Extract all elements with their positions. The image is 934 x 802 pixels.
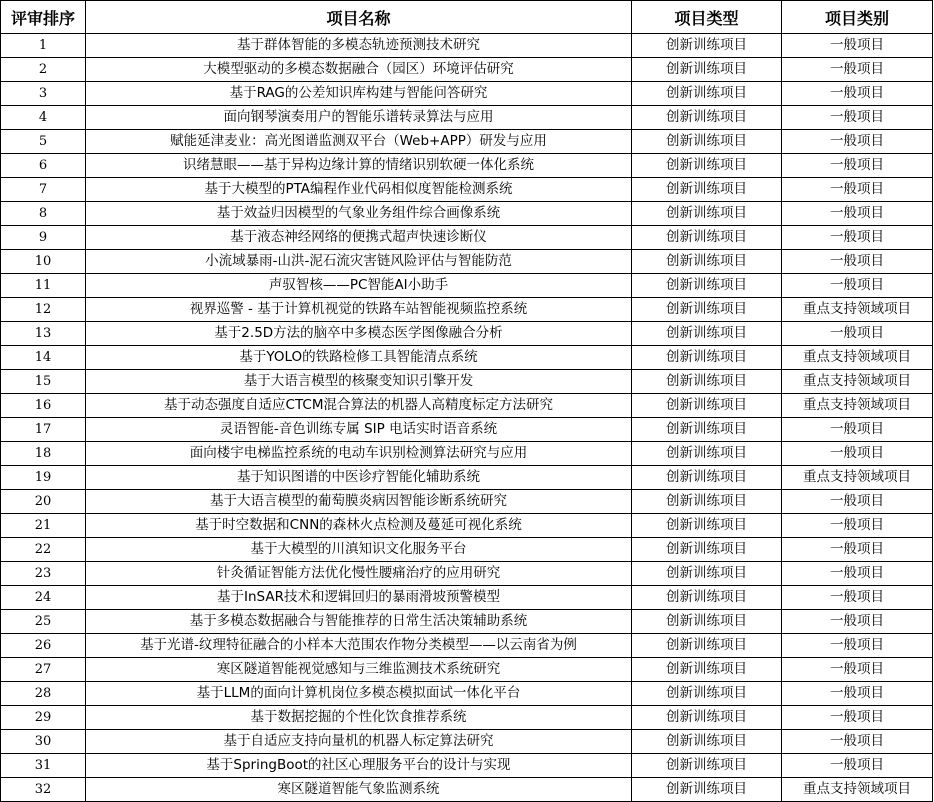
project-type-cell: 创新训练项目	[632, 58, 782, 82]
project-category-cell: 一般项目	[782, 58, 933, 82]
project-category-cell: 一般项目	[782, 634, 933, 658]
table-row	[1, 514, 933, 538]
project-type-cell: 创新训练项目	[632, 346, 782, 370]
table-row	[1, 778, 933, 802]
project-category-cell: 重点支持领域项目	[782, 346, 933, 370]
project-type-cell: 创新训练项目	[632, 82, 782, 106]
rank-cell: 26	[1, 634, 86, 658]
rank-cell: 21	[1, 514, 86, 538]
project-category-cell: 一般项目	[782, 226, 933, 250]
project-category-cell: 一般项目	[782, 154, 933, 178]
project-name-cell: 面向钢琴演奏用户的智能乐谱转录算法与应用	[86, 106, 632, 130]
header-rank: 评审排序	[1, 1, 86, 34]
rank-cell: 11	[1, 274, 86, 298]
rank-cell: 3	[1, 82, 86, 106]
table-row	[1, 658, 933, 682]
rank-cell: 30	[1, 730, 86, 754]
project-type-cell: 创新训练项目	[632, 610, 782, 634]
project-type-cell: 创新训练项目	[632, 634, 782, 658]
project-name-cell: 基于RAG的公差知识库构建与智能问答研究	[86, 82, 632, 106]
project-type-cell: 创新训练项目	[632, 730, 782, 754]
table-row	[1, 346, 933, 370]
project-type-cell: 创新训练项目	[632, 442, 782, 466]
rank-cell: 25	[1, 610, 86, 634]
project-category-cell: 一般项目	[782, 442, 933, 466]
table-row	[1, 130, 933, 154]
rank-cell: 12	[1, 298, 86, 322]
table-row	[1, 82, 933, 106]
rank-cell: 29	[1, 706, 86, 730]
project-name-cell: 基于YOLO的铁路检修工具智能清点系统	[86, 346, 632, 370]
project-type-cell: 创新训练项目	[632, 466, 782, 490]
project-name-cell: 寒区隧道智能视觉感知与三维监测技术系统研究	[86, 658, 632, 682]
project-type-cell: 创新训练项目	[632, 586, 782, 610]
project-name-cell: 基于液态神经网络的便携式超声快速诊断仪	[86, 226, 632, 250]
project-category-cell: 一般项目	[782, 514, 933, 538]
project-category-cell: 一般项目	[782, 418, 933, 442]
project-type-cell: 创新训练项目	[632, 514, 782, 538]
table-row	[1, 490, 933, 514]
table-row	[1, 202, 933, 226]
project-category-cell: 一般项目	[782, 130, 933, 154]
project-name-cell: 基于大语言模型的葡萄膜炎病因智能诊断系统研究	[86, 490, 632, 514]
rank-cell: 32	[1, 778, 86, 802]
rank-cell: 17	[1, 418, 86, 442]
project-name-cell: 基于效益归因模型的气象业务组件综合画像系统	[86, 202, 632, 226]
project-category-cell: 重点支持领域项目	[782, 370, 933, 394]
project-name-cell: 基于InSAR技术和逻辑回归的暴雨滑坡预警模型	[86, 586, 632, 610]
project-name-cell: 基于2.5D方法的脑卒中多模态医学图像融合分析	[86, 322, 632, 346]
project-category-cell: 一般项目	[782, 82, 933, 106]
project-name-cell: 基于知识图谱的中医诊疗智能化辅助系统	[86, 466, 632, 490]
project-name-cell: 赋能延津麦业：高光图谱监测双平台（Web+APP）研发与应用	[86, 130, 632, 154]
project-name-cell: 基于大模型的川滇知识文化服务平台	[86, 538, 632, 562]
rank-cell: 4	[1, 106, 86, 130]
project-type-cell: 创新训练项目	[632, 490, 782, 514]
rank-cell: 6	[1, 154, 86, 178]
table-row	[1, 322, 933, 346]
project-category-cell: 一般项目	[782, 202, 933, 226]
project-category-cell: 一般项目	[782, 562, 933, 586]
project-name-cell: 基于光谱-纹理特征融合的小样本大范围农作物分类模型——以云南省为例	[86, 634, 632, 658]
rank-cell: 19	[1, 466, 86, 490]
rank-cell: 5	[1, 130, 86, 154]
table-row	[1, 58, 933, 82]
project-type-cell: 创新训练项目	[632, 322, 782, 346]
rank-cell: 16	[1, 394, 86, 418]
project-type-cell: 创新训练项目	[632, 562, 782, 586]
rank-cell: 14	[1, 346, 86, 370]
header-project-name: 项目名称	[86, 1, 632, 34]
table-header	[1, 1, 933, 34]
table-row	[1, 154, 933, 178]
rank-cell: 24	[1, 586, 86, 610]
project-name-cell: 小流域暴雨-山洪-泥石流灾害链风险评估与智能防范	[86, 250, 632, 274]
project-category-cell: 一般项目	[782, 490, 933, 514]
project-category-cell: 一般项目	[782, 682, 933, 706]
table-row	[1, 106, 933, 130]
table-row	[1, 538, 933, 562]
rank-cell: 23	[1, 562, 86, 586]
header-row	[1, 1, 933, 34]
project-type-cell: 创新训练项目	[632, 538, 782, 562]
project-name-cell: 寒区隧道智能气象监测系统	[86, 778, 632, 802]
rank-cell: 2	[1, 58, 86, 82]
table-row	[1, 730, 933, 754]
table-row	[1, 634, 933, 658]
rank-cell: 31	[1, 754, 86, 778]
project-category-cell: 一般项目	[782, 538, 933, 562]
project-type-cell: 创新训练项目	[632, 706, 782, 730]
table-row	[1, 370, 933, 394]
project-name-cell: 面向楼宇电梯监控系统的电动车识别检测算法研究与应用	[86, 442, 632, 466]
table-row	[1, 34, 933, 58]
project-type-cell: 创新训练项目	[632, 130, 782, 154]
project-name-cell: 基于SpringBoot的社区心理服务平台的设计与实现	[86, 754, 632, 778]
table-row	[1, 586, 933, 610]
project-category-cell: 一般项目	[782, 586, 933, 610]
table-row	[1, 442, 933, 466]
project-name-cell: 基于多模态数据融合与智能推荐的日常生活决策辅助系统	[86, 610, 632, 634]
rank-cell: 13	[1, 322, 86, 346]
project-type-cell: 创新训练项目	[632, 274, 782, 298]
table-row	[1, 682, 933, 706]
project-category-cell: 一般项目	[782, 706, 933, 730]
table-row	[1, 610, 933, 634]
project-category-cell: 一般项目	[782, 658, 933, 682]
project-name-cell: 基于自适应支持向量机的机器人标定算法研究	[86, 730, 632, 754]
project-category-cell: 一般项目	[782, 730, 933, 754]
project-name-cell: 基于动态强度自适应CTCM混合算法的机器人高精度标定方法研究	[86, 394, 632, 418]
table-body	[1, 34, 933, 802]
table-row	[1, 298, 933, 322]
table-row	[1, 466, 933, 490]
rank-cell: 27	[1, 658, 86, 682]
rank-cell: 1	[1, 34, 86, 58]
project-category-cell: 重点支持领域项目	[782, 394, 933, 418]
project-type-cell: 创新训练项目	[632, 778, 782, 802]
project-type-cell: 创新训练项目	[632, 154, 782, 178]
rank-cell: 7	[1, 178, 86, 202]
project-name-cell: 基于群体智能的多模态轨迹预测技术研究	[86, 34, 632, 58]
project-name-cell: 基于LLM的面向计算机岗位多模态模拟面试一体化平台	[86, 682, 632, 706]
project-category-cell: 一般项目	[782, 274, 933, 298]
project-category-cell: 一般项目	[782, 250, 933, 274]
header-project-type: 项目类型	[632, 1, 782, 34]
table-row	[1, 562, 933, 586]
project-name-cell: 基于大语言模型的核聚变知识引擎开发	[86, 370, 632, 394]
project-type-cell: 创新训练项目	[632, 34, 782, 58]
project-category-cell: 重点支持领域项目	[782, 466, 933, 490]
header-project-category: 项目类别	[782, 1, 933, 34]
project-name-cell: 声驭智核——PC智能AI小助手	[86, 274, 632, 298]
project-name-cell: 灵语智能-音色训练专属 SIP 电话实时语音系统	[86, 418, 632, 442]
project-name-cell: 基于时空数据和CNN的森林火点检测及蔓延可视化系统	[86, 514, 632, 538]
rank-cell: 22	[1, 538, 86, 562]
rank-cell: 9	[1, 226, 86, 250]
project-type-cell: 创新训练项目	[632, 754, 782, 778]
project-category-cell: 重点支持领域项目	[782, 298, 933, 322]
project-name-cell: 基于大模型的PTA编程作业代码相似度智能检测系统	[86, 178, 632, 202]
project-category-cell: 一般项目	[782, 178, 933, 202]
table-row	[1, 274, 933, 298]
project-name-cell: 基于数据挖掘的个性化饮食推荐系统	[86, 706, 632, 730]
rank-cell: 15	[1, 370, 86, 394]
table-row	[1, 226, 933, 250]
project-category-cell: 一般项目	[782, 34, 933, 58]
project-name-cell: 识绪慧眼——基于异构边缘计算的情绪识别软硬一体化系统	[86, 154, 632, 178]
project-name-cell: 视界巡警 - 基于计算机视觉的铁路车站智能视频监控系统	[86, 298, 632, 322]
rank-cell: 18	[1, 442, 86, 466]
project-category-cell: 一般项目	[782, 106, 933, 130]
table-row	[1, 394, 933, 418]
project-type-cell: 创新训练项目	[632, 250, 782, 274]
project-category-cell: 一般项目	[782, 610, 933, 634]
project-type-cell: 创新训练项目	[632, 106, 782, 130]
project-type-cell: 创新训练项目	[632, 226, 782, 250]
rank-cell: 28	[1, 682, 86, 706]
project-type-cell: 创新训练项目	[632, 394, 782, 418]
project-type-cell: 创新训练项目	[632, 202, 782, 226]
project-type-cell: 创新训练项目	[632, 682, 782, 706]
table-row	[1, 178, 933, 202]
project-name-cell: 针灸循证智能方法优化慢性腰痛治疗的应用研究	[86, 562, 632, 586]
project-category-cell: 一般项目	[782, 754, 933, 778]
table-row	[1, 706, 933, 730]
table-row	[1, 250, 933, 274]
project-name-cell: 大模型驱动的多模态数据融合（园区）环境评估研究	[86, 58, 632, 82]
project-category-cell: 重点支持领域项目	[782, 778, 933, 802]
project-type-cell: 创新训练项目	[632, 298, 782, 322]
table-row	[1, 754, 933, 778]
project-type-cell: 创新训练项目	[632, 418, 782, 442]
table-row	[1, 418, 933, 442]
project-type-cell: 创新训练项目	[632, 658, 782, 682]
project-type-cell: 创新训练项目	[632, 370, 782, 394]
rank-cell: 8	[1, 202, 86, 226]
rank-cell: 20	[1, 490, 86, 514]
project-category-cell: 一般项目	[782, 322, 933, 346]
rank-cell: 10	[1, 250, 86, 274]
project-type-cell: 创新训练项目	[632, 178, 782, 202]
